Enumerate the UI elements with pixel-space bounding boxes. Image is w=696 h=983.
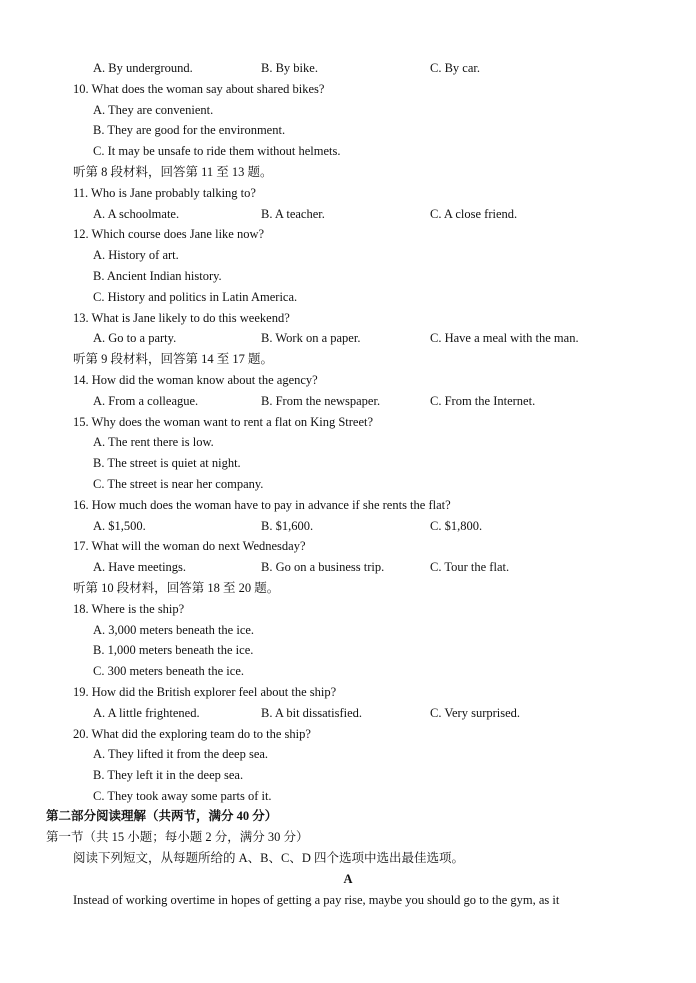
option-line: C. It may be unsafe to ride them without helmets. (93, 144, 341, 158)
passage-text: Instead of working overtime in hopes of getting a pay rise, maybe you should go to the gym, as it (73, 893, 560, 907)
option-b: B. $1,600. (261, 519, 314, 533)
question-line: 15. Why does the woman want to rent a flat on King Street? (73, 415, 374, 429)
option-row (93, 206, 673, 222)
option-b: B. From the newspaper. (261, 394, 381, 408)
option-row (93, 393, 673, 409)
question-line: 11. Who is Jane probably talking to? (73, 186, 256, 200)
option-b: B. A bit dissatisfied. (261, 706, 363, 720)
option-line: B. They are good for the environment. (93, 123, 286, 137)
section-instruction: 听第 8 段材料，回答第 11 至 13 题。 (73, 165, 273, 179)
option-line: B. The street is quiet at night. (93, 456, 241, 470)
option-c: C. From the Internet. (430, 394, 536, 408)
option-line: C. 300 meters beneath the ice. (93, 664, 244, 678)
option-a: A. By underground. (93, 61, 193, 75)
option-line: B. 1,000 meters beneath the ice. (93, 643, 254, 657)
option-row (93, 559, 673, 575)
option-line: C. They took away some parts of it. (93, 789, 272, 803)
option-b: B. A teacher. (261, 207, 325, 221)
reading-instruction: 阅读下列短文，从每题所给的 A、B、C、D 四个选项中选出最佳选项。 (73, 851, 464, 865)
option-line: A. The rent there is low. (93, 435, 214, 449)
option-b: B. Go on a business trip. (261, 560, 385, 574)
option-c: C. By car. (430, 61, 480, 75)
option-a: A. From a colleague. (93, 394, 199, 408)
option-line: C. History and politics in Latin America. (93, 290, 298, 304)
question-line: 12. Which course does Jane like now? (73, 227, 265, 241)
option-line: B. They left it in the deep sea. (93, 768, 244, 782)
option-row (93, 705, 673, 721)
option-line: A. 3,000 meters beneath the ice. (93, 623, 255, 637)
option-line: B. Ancient Indian history. (93, 269, 222, 283)
section-instruction: 听第 10 段材料，回答第 18 至 20 题。 (73, 581, 280, 595)
option-a: A. Go to a party. (93, 331, 177, 345)
option-b: B. Work on a paper. (261, 331, 361, 345)
question-line: 16. How much does the woman have to pay in advance if she rents the flat? (73, 498, 451, 512)
option-a: A. Have meetings. (93, 560, 187, 574)
option-a: A. $1,500. (93, 519, 146, 533)
section1-heading: 第一节（共 15 小题；每小题 2 分，满分 30 分） (46, 830, 309, 844)
option-line: A. History of art. (93, 248, 179, 262)
passage-label: A (343, 872, 353, 886)
question-line: 20. What did the exploring team do to the ship? (73, 727, 311, 741)
question-line: 13. What is Jane likely to do this weekend? (73, 311, 290, 325)
option-line: A. They are convenient. (93, 103, 214, 117)
option-c: C. Have a meal with the man. (430, 331, 579, 345)
question-line: 17. What will the woman do next Wednesday? (73, 539, 306, 553)
part2-heading: 第二部分阅读理解（共两节，满分 40 分） (46, 809, 278, 823)
question-line: 18. Where is the ship? (73, 602, 185, 616)
option-b: B. By bike. (261, 61, 318, 75)
question-line: 14. How did the woman know about the agency? (73, 373, 318, 387)
option-c: C. Very surprised. (430, 706, 521, 720)
option-c: C. A close friend. (430, 207, 518, 221)
option-line: C. The street is near her company. (93, 477, 264, 491)
option-a: A. A little frightened. (93, 706, 200, 720)
question-line: 10. What does the woman say about shared bikes? (73, 82, 325, 96)
option-row (93, 518, 673, 534)
option-a: A. A schoolmate. (93, 207, 180, 221)
question-line: 19. How did the British explorer feel about the ship? (73, 685, 337, 699)
section-instruction: 听第 9 段材料，回答第 14 至 17 题。 (73, 352, 274, 366)
option-line: A. They lifted it from the deep sea. (93, 747, 269, 761)
option-c: C. $1,800. (430, 519, 483, 533)
option-c: C. Tour the flat. (430, 560, 510, 574)
option-row (93, 60, 673, 76)
option-row (93, 330, 673, 346)
